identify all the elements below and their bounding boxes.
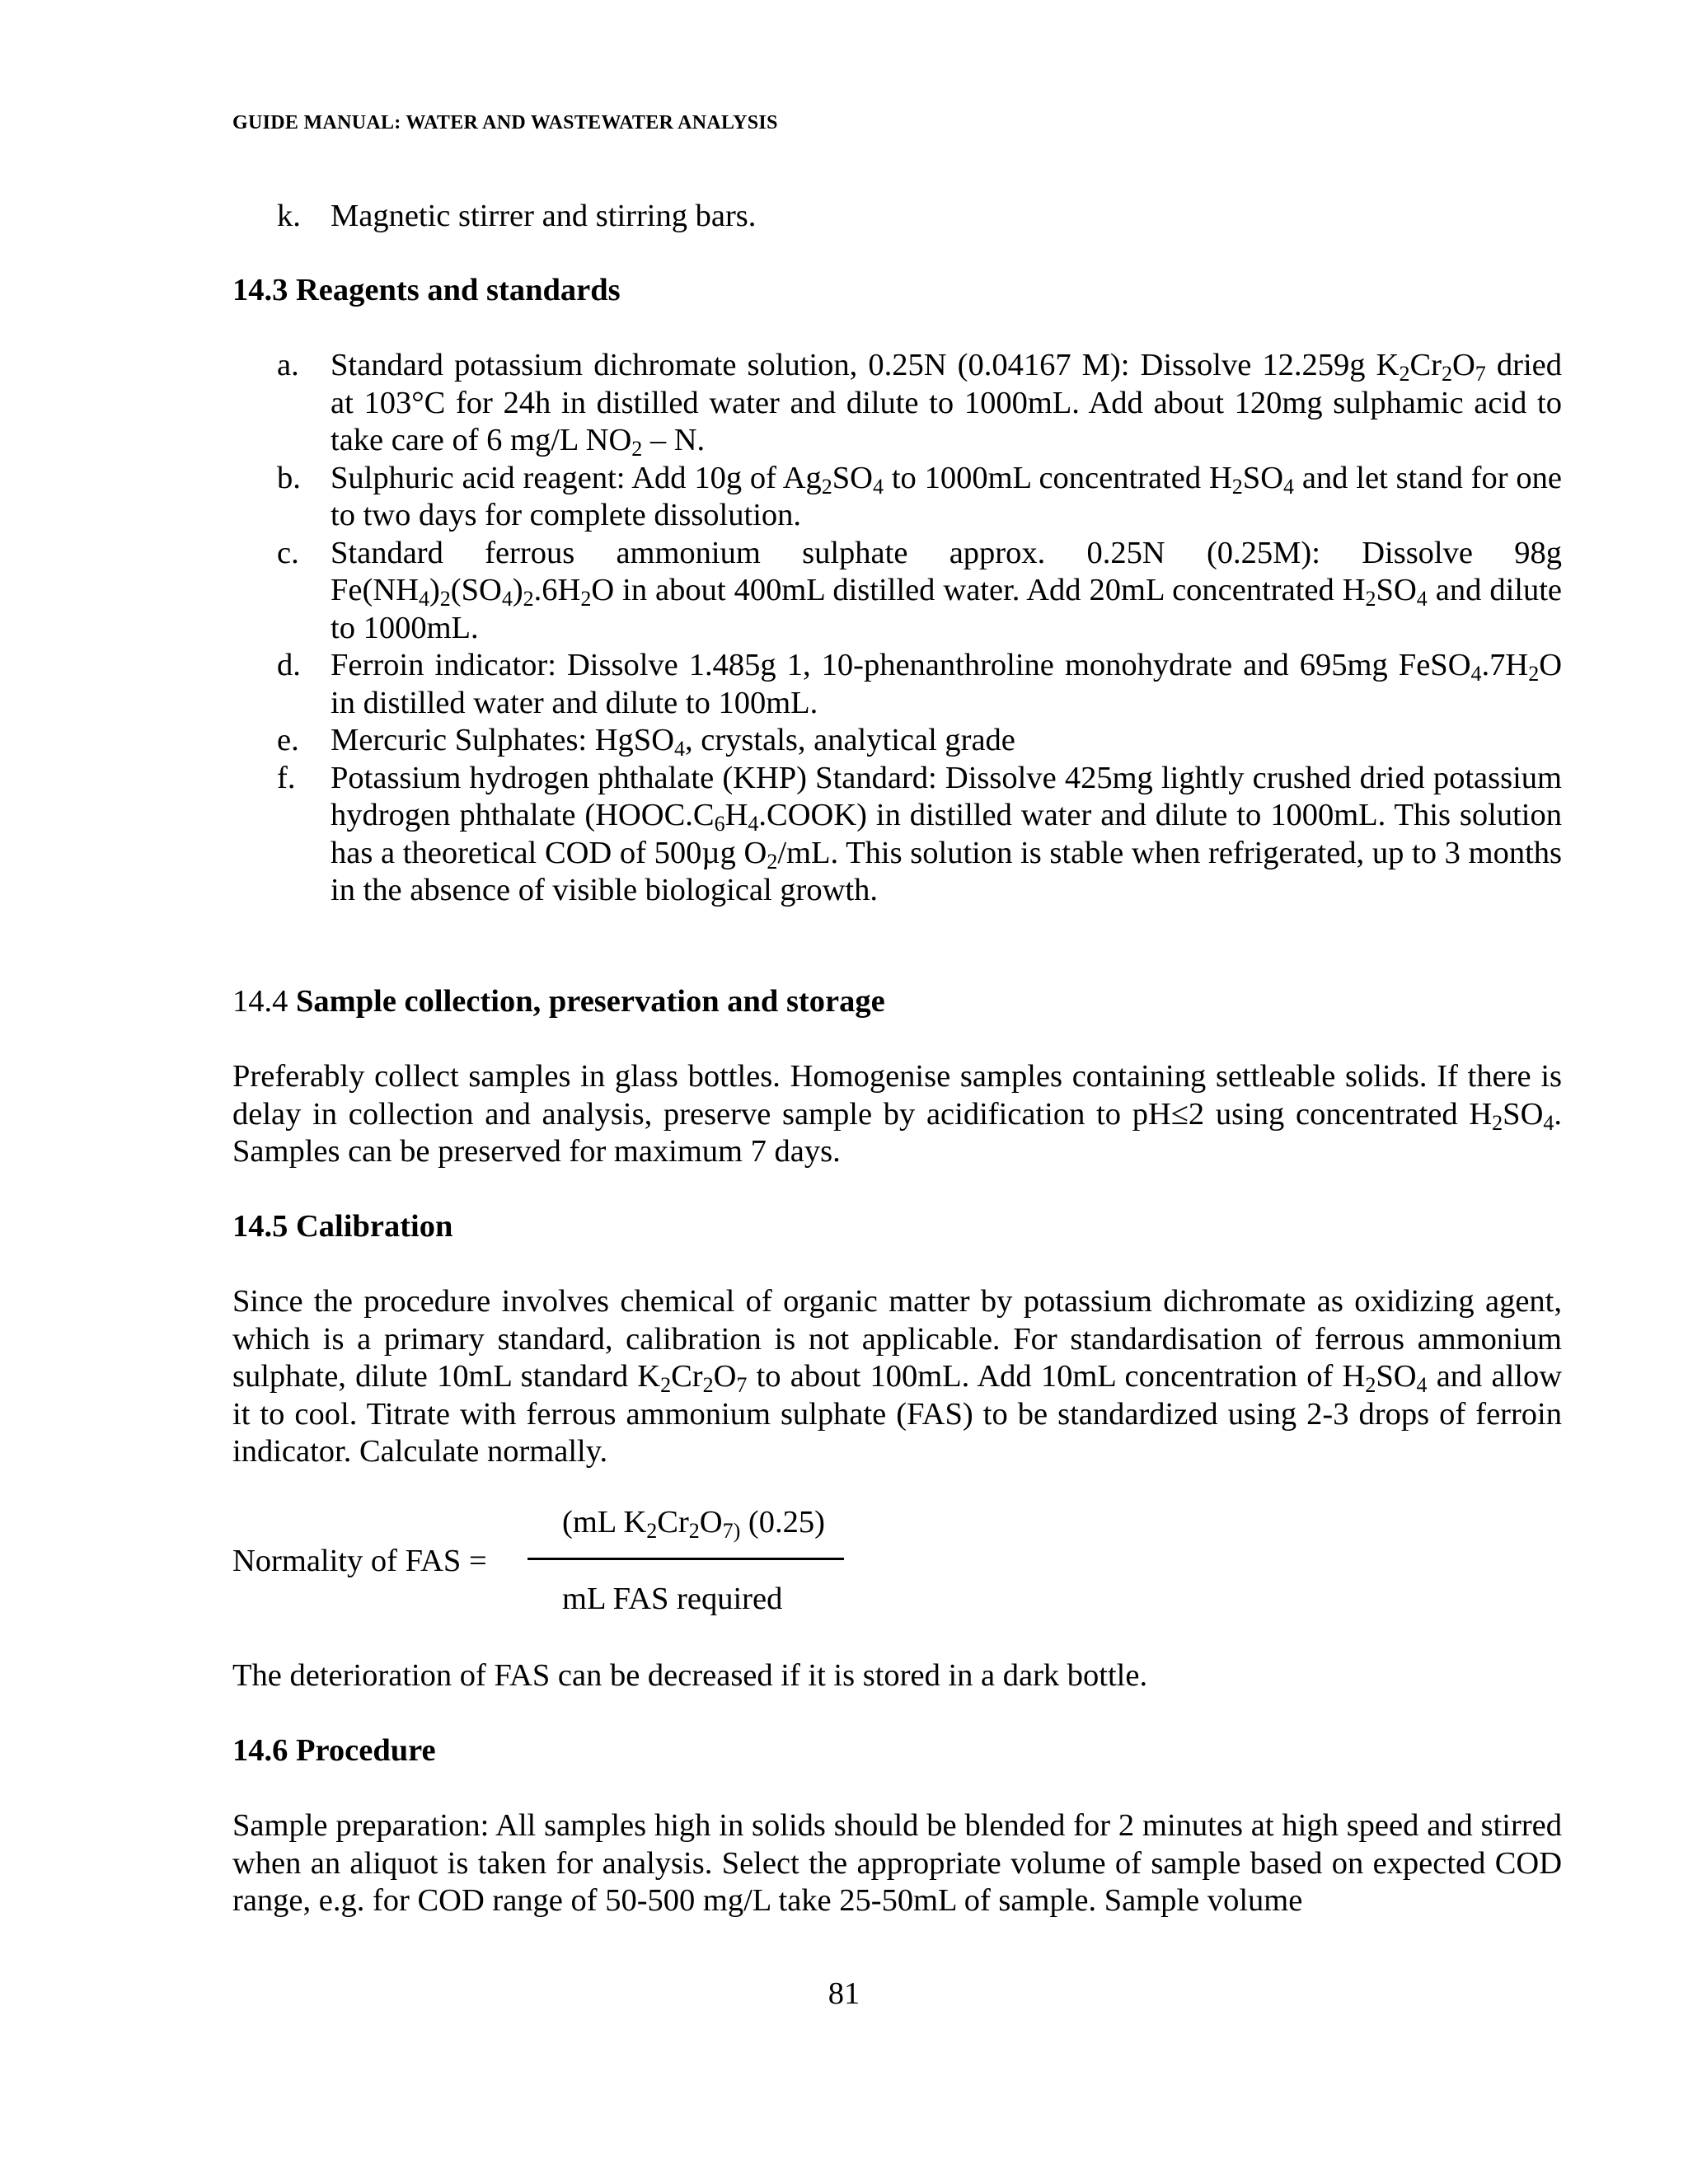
section-heading-reagents: 14.3 Reagents and standards — [232, 273, 621, 307]
subscript: 2 — [580, 587, 592, 611]
text-run: Mercuric Sulphates: HgSO — [331, 723, 675, 757]
list-marker: k. — [277, 199, 301, 233]
subscript: 4 — [1416, 1373, 1428, 1397]
text-run: .COOK) in distilled water and dilute to 1000mL. This solution has a theoretical COD of 500µg O — [331, 798, 1562, 870]
subscript: 2 — [1528, 662, 1540, 686]
subscript: 4 — [418, 587, 429, 611]
subscript: 4 — [674, 737, 686, 761]
list-item — [232, 647, 1562, 722]
text-run: , crystals, analytical grade — [685, 723, 1015, 757]
text-run: Cr — [657, 1505, 689, 1540]
subscript: 7 — [736, 1373, 748, 1397]
subscript: 2 — [631, 437, 643, 461]
text-run: .7H — [1481, 648, 1529, 682]
list-marker: c. — [277, 535, 299, 570]
heading-number: 14.4 — [232, 984, 288, 1019]
subscript: 2 — [1365, 1373, 1376, 1397]
subscript: 2 — [688, 1519, 700, 1543]
text-run: Since the procedure involves chemical of organic matter by potassium dichromate as oxidizing agent, which is a primary standard, calibration is not applicable. For standardisation of ferrous ammonium sulphate, dilute 10mL standard K — [232, 1284, 1562, 1394]
list-item — [232, 460, 1562, 535]
subscript: 2 — [439, 587, 451, 611]
text-run: SO — [1242, 460, 1283, 495]
text-run: H — [724, 798, 748, 832]
subscript: 2 — [702, 1373, 714, 1397]
text-run: . Samples can be preserved for maximum 7 days. — [232, 1096, 1562, 1169]
text-run: O — [699, 1505, 723, 1540]
list-item — [232, 198, 1562, 236]
text-run: ) — [512, 573, 523, 607]
list-marker: b. — [277, 460, 301, 495]
subscript: 4 — [501, 587, 513, 611]
text-run: ) — [429, 573, 440, 607]
list-marker: f. — [277, 760, 296, 795]
text-run: O in about 400mL distilled water. Add 20mL concentrated H — [591, 573, 1366, 607]
text-run: Potassium hydrogen phthalate (KHP) Standard: Dissolve 425mg lightly crushed dried potassium hydrogen phthalate (HOOC.C — [331, 760, 1562, 832]
subscript: 4 — [872, 474, 884, 499]
subscript: 7) — [722, 1519, 741, 1543]
section-heading-procedure: 14.6 Procedure — [232, 1733, 436, 1768]
section-heading-calibration: 14.5 Calibration — [232, 1209, 453, 1244]
subscript: 4 — [1416, 587, 1428, 611]
list-item — [232, 722, 1562, 760]
subscript: 2 — [1231, 474, 1243, 499]
text-run: SO — [1376, 1359, 1417, 1394]
paragraph-fas-note: The deterioration of FAS can be decreased if it is stored in a dark bottle. — [232, 1658, 1148, 1693]
text-run: to 1000mL concentrated H — [883, 460, 1232, 495]
fraction-bar — [528, 1558, 844, 1560]
text-run: Cr — [671, 1359, 703, 1394]
heading-title: Sample collection, preservation and storage — [296, 984, 885, 1019]
text-run: SO — [1503, 1096, 1544, 1132]
list-marker: e. — [277, 723, 299, 757]
list-item — [232, 535, 1562, 648]
subscript: 2 — [1441, 362, 1452, 386]
text-run: O — [713, 1359, 737, 1394]
text-run: (0.25) — [740, 1505, 825, 1540]
list-marker: a. — [277, 348, 299, 382]
text-run: Sulphuric acid reagent: Add 10g of Ag — [331, 460, 822, 495]
subscript: 2 — [1399, 362, 1410, 386]
text-run: to about 100mL. Add 10mL concentration of H — [747, 1359, 1366, 1394]
text-run: (SO — [450, 573, 502, 607]
text-run: and dilute to 1000mL. — [331, 573, 1562, 645]
list-item — [232, 347, 1562, 460]
text-run: SO — [1376, 573, 1417, 607]
subscript: 4 — [1543, 1110, 1554, 1135]
formula-label: Normality of FAS = — [232, 1544, 487, 1578]
subscript: 2 — [660, 1373, 672, 1397]
paragraph-sample-collection — [232, 1058, 1562, 1171]
text-run: Standard potassium dichromate solution, 0.25N (0.04167 M): Dissolve 12.259g K — [331, 348, 1400, 382]
text-run: .6H — [533, 573, 581, 607]
list-item — [232, 760, 1562, 910]
text-run: – N. — [642, 423, 706, 457]
paragraph-calibration — [232, 1283, 1562, 1471]
list-item-text: Magnetic stirrer and stirring bars. — [331, 199, 757, 233]
subscript: 7 — [1475, 362, 1486, 386]
text-run: and let stand for one to two days for complete dissolution. — [331, 460, 1562, 532]
formula-numerator — [562, 1504, 825, 1542]
subscript: 4 — [1470, 662, 1482, 686]
paragraph-procedure: Sample preparation: All samples high in solids should be blended for 2 minutes at high speed and stirred when an aliquot is taken for analysis. Select the appropriate volume of sample based on expected COD range, e.g. for COD range of 50-500 mg/L take 25-50mL of sample. Sample volume — [232, 1808, 1562, 1918]
subscript: 4 — [748, 812, 759, 836]
subscript: 2 — [523, 587, 534, 611]
text-run: dried at 103°C for 24h in distilled water and dilute to 1000mL. Add about 120mg sulphamic acid to take care of 6 mg/L NO — [331, 348, 1562, 457]
apparatus-list — [232, 198, 1562, 236]
subscript: 2 — [646, 1519, 658, 1543]
subscript: 4 — [1283, 474, 1294, 499]
page-number: 81 — [828, 1976, 860, 2011]
text-run: /mL. This solution is stable when refrigerated, up to 3 months in the absence of visible biological growth. — [331, 835, 1562, 907]
subscript: 2 — [821, 474, 832, 499]
text-run: Preferably collect samples in glass bottles. Homogenise samples containing settleable solids. If there is delay in collection and analysis, preserve sample by acidification to pH≤2 using concentrated H — [232, 1059, 1562, 1132]
section-heading-sample-collection — [232, 983, 885, 1021]
text-run: O — [1451, 348, 1475, 382]
subscript: 6 — [714, 812, 725, 836]
text-run: (mL K — [562, 1505, 647, 1540]
text-run: SO — [832, 460, 873, 495]
reagents-list — [232, 347, 1562, 910]
subscript: 2 — [1365, 587, 1376, 611]
text-run: O in distilled water and dilute to 100mL. — [331, 648, 1562, 720]
running-header: GUIDE MANUAL: WATER AND WASTEWATER ANALYSIS — [232, 112, 778, 134]
text-run: Cr — [1409, 348, 1442, 382]
subscript: 2 — [1492, 1110, 1503, 1135]
text-run: Standard ferrous ammonium sulphate approx. 0.25N (0.25M): Dissolve 98g Fe(NH — [331, 535, 1562, 607]
formula-denominator: mL FAS required — [562, 1582, 783, 1616]
list-marker: d. — [277, 648, 301, 682]
subscript: 2 — [767, 849, 778, 874]
text-run: Ferroin indicator: Dissolve 1.485g 1, 10-phenanthroline monohydrate and 695mg FeSO — [331, 648, 1471, 682]
text-run: and allow it to cool. Titrate with ferrous ammonium sulphate (FAS) to be standardized using 2-3 drops of ferroin indicator. Calculate normally. — [232, 1359, 1563, 1469]
